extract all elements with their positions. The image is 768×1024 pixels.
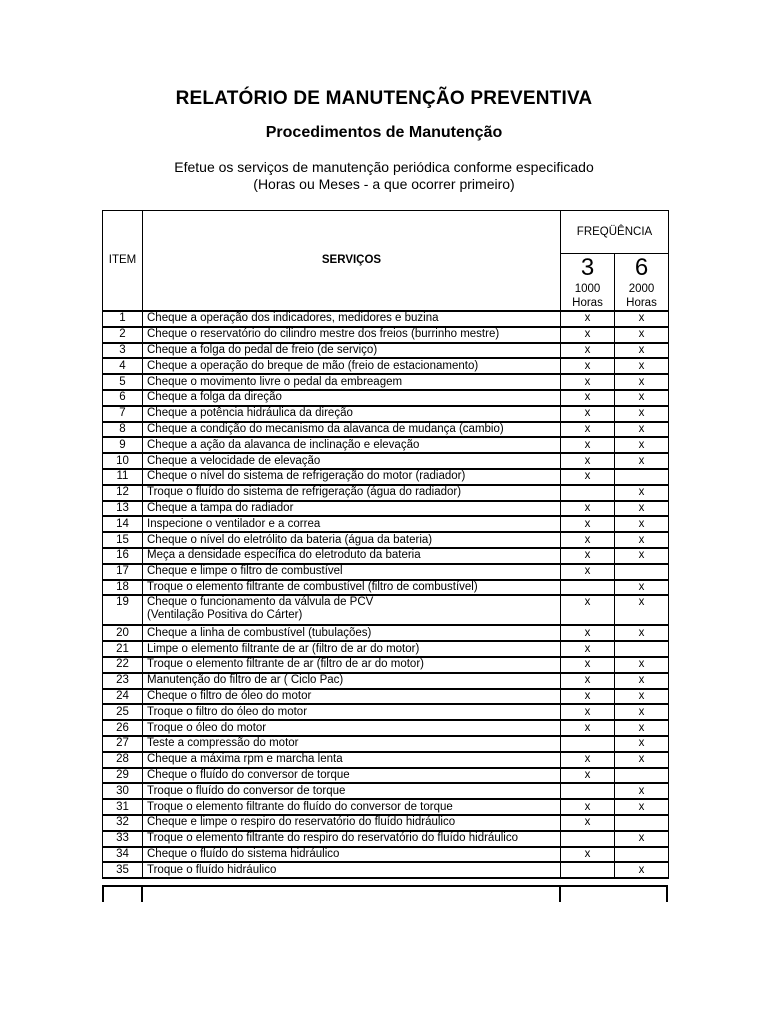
service-cell xyxy=(143,752,561,768)
period-2000h-hours: 2000 xyxy=(628,283,655,295)
table-row xyxy=(103,327,669,343)
service-text: Cheque a condição do mecanismo da alavanca de mudança (cambio) xyxy=(147,422,504,435)
check-2000h: x xyxy=(615,453,669,469)
service-text: Teste a compressão do motor xyxy=(147,737,299,750)
check-2000h: x xyxy=(615,327,669,343)
intro-line-2: (Horas ou Meses - a que ocorrer primeiro) xyxy=(253,176,515,192)
item-number: 15 xyxy=(103,532,143,548)
item-number: 29 xyxy=(103,768,143,784)
service-text: Cheque a máxima rpm e marcha lenta xyxy=(147,753,343,766)
item-number: 32 xyxy=(103,815,143,831)
check-2000h: x xyxy=(615,422,669,438)
table-row xyxy=(103,501,669,517)
table-row xyxy=(103,516,669,532)
service-cell xyxy=(143,485,561,501)
item-number: 11 xyxy=(103,469,143,485)
service-text: Cheque a linha de combustível (tubulações) xyxy=(147,626,372,639)
item-number: 28 xyxy=(103,752,143,768)
period-1000h xyxy=(561,254,615,312)
check-2000h: x xyxy=(615,720,669,736)
item-number: 33 xyxy=(103,831,143,847)
check-1000h: x xyxy=(561,516,615,532)
check-2000h: x xyxy=(615,752,669,768)
service-cell xyxy=(143,862,561,878)
service-text: Cheque e limpe o respiro do reservatório do fluído hidráulico xyxy=(147,816,456,829)
service-cell xyxy=(143,374,561,390)
table-row xyxy=(103,847,669,863)
table-row xyxy=(103,469,669,485)
item-number: 17 xyxy=(103,564,143,580)
period-2000h-unit: Horas xyxy=(626,297,657,309)
check-1000h xyxy=(561,580,615,596)
check-2000h: x xyxy=(615,406,669,422)
service-cell xyxy=(143,453,561,469)
service-text: Cheque o fluído do conversor de torque xyxy=(147,768,350,781)
table-row xyxy=(103,485,669,501)
maintenance-table-wrapper xyxy=(102,210,668,879)
service-text: Cheque a operação do breque de mão (freio de estacionamento) xyxy=(147,359,479,372)
check-2000h: x xyxy=(615,374,669,390)
service-text: Cheque a folga do pedal de freio (de serviço) xyxy=(147,343,378,356)
check-1000h: x xyxy=(561,532,615,548)
check-1000h xyxy=(561,736,615,752)
item-number: 14 xyxy=(103,516,143,532)
service-text: Troque o elemento filtrante de combustível (filtro de combustível) xyxy=(147,580,478,593)
table-row xyxy=(103,532,669,548)
report-subtitle: Procedimentos de Manutenção xyxy=(265,124,503,141)
service-cell xyxy=(143,657,561,673)
service-text: Cheque o reservatório do cilindro mestre dos freios (burrinho mestre) xyxy=(147,328,500,341)
check-1000h: x xyxy=(561,564,615,580)
table-row xyxy=(103,704,669,720)
check-1000h: x xyxy=(561,311,615,327)
check-1000h: x xyxy=(561,768,615,784)
service-cell xyxy=(143,736,561,752)
item-number: 34 xyxy=(103,847,143,863)
table-row xyxy=(103,689,669,705)
service-cell xyxy=(143,564,561,580)
item-number: 23 xyxy=(103,673,143,689)
check-2000h xyxy=(615,641,669,657)
item-number: 18 xyxy=(103,580,143,596)
service-cell xyxy=(143,815,561,831)
table-row xyxy=(103,815,669,831)
table-row xyxy=(103,768,669,784)
period-1000h-unit: Horas xyxy=(572,297,603,309)
check-1000h xyxy=(561,862,615,878)
service-text: Troque o elemento filtrante de ar (filtro de ar do motor) xyxy=(147,658,424,671)
table-row xyxy=(103,422,669,438)
service-text: Cheque e limpe o filtro de combustível xyxy=(147,565,343,578)
check-1000h: x xyxy=(561,453,615,469)
check-2000h: x xyxy=(615,704,669,720)
check-2000h: x xyxy=(615,657,669,673)
table-row xyxy=(103,752,669,768)
service-text: Troque o fluído do conversor de torque xyxy=(147,784,346,797)
table-row xyxy=(103,437,669,453)
item-number: 7 xyxy=(103,406,143,422)
period-2000h xyxy=(615,254,669,312)
service-cell xyxy=(143,469,561,485)
service-text: Cheque o nível do sistema de refrigeração do motor (radiador) xyxy=(147,470,466,483)
service-text: Cheque a potência hidráulica da direção xyxy=(147,407,353,420)
check-1000h: x xyxy=(561,437,615,453)
service-text: Cheque o funcionamento da válvula de PCV xyxy=(147,596,374,609)
check-2000h: x xyxy=(615,689,669,705)
item-number: 6 xyxy=(103,390,143,406)
column-header-frequency: FREQÜÊNCIA xyxy=(561,211,669,254)
period-2000h-number: 6 xyxy=(634,254,649,281)
check-1000h: x xyxy=(561,422,615,438)
table-row xyxy=(103,799,669,815)
table-row xyxy=(103,783,669,799)
check-1000h: x xyxy=(561,641,615,657)
item-number: 26 xyxy=(103,720,143,736)
check-1000h: x xyxy=(561,406,615,422)
item-number: 19 xyxy=(103,595,143,625)
table-row xyxy=(103,595,669,625)
service-cell xyxy=(143,437,561,453)
item-number: 25 xyxy=(103,704,143,720)
check-1000h: x xyxy=(561,548,615,564)
check-1000h xyxy=(561,831,615,847)
next-table-border-right xyxy=(666,885,668,902)
item-number: 22 xyxy=(103,657,143,673)
check-2000h: x xyxy=(615,595,669,625)
table-row xyxy=(103,657,669,673)
item-number: 12 xyxy=(103,485,143,501)
check-1000h: x xyxy=(561,327,615,343)
column-header-services: SERVIÇOS xyxy=(143,211,561,312)
check-1000h xyxy=(561,485,615,501)
service-cell xyxy=(143,595,561,625)
item-number: 10 xyxy=(103,453,143,469)
table-row xyxy=(103,358,669,374)
service-text: Troque o fluído do sistema de refrigeração (água do radiador) xyxy=(147,486,462,499)
table-row xyxy=(103,406,669,422)
check-2000h: x xyxy=(615,625,669,641)
check-2000h xyxy=(615,469,669,485)
service-text: Troque o filtro do óleo do motor xyxy=(147,705,308,718)
check-1000h: x xyxy=(561,847,615,863)
service-cell xyxy=(143,358,561,374)
check-1000h: x xyxy=(561,689,615,705)
service-cell xyxy=(143,625,561,641)
table-row xyxy=(103,390,669,406)
service-text: Cheque o nível do eletrólito da bateria (água da bateria) xyxy=(147,533,433,546)
service-cell xyxy=(143,704,561,720)
check-2000h xyxy=(615,815,669,831)
table-row xyxy=(103,564,669,580)
service-text: Cheque a velocidade de elevação xyxy=(147,454,321,467)
period-1000h-hours: 1000 xyxy=(574,283,601,295)
service-cell xyxy=(143,673,561,689)
table-row xyxy=(103,453,669,469)
item-number: 9 xyxy=(103,437,143,453)
item-number: 21 xyxy=(103,641,143,657)
report-title: RELATÓRIO DE MANUTENÇÃO PREVENTIVA xyxy=(175,88,593,109)
service-text: Inspecione o ventilador e a correa xyxy=(147,517,321,530)
check-2000h: x xyxy=(615,799,669,815)
check-2000h: x xyxy=(615,358,669,374)
check-2000h: x xyxy=(615,390,669,406)
header-row xyxy=(103,211,669,254)
check-2000h: x xyxy=(615,862,669,878)
check-2000h: x xyxy=(615,580,669,596)
service-cell xyxy=(143,548,561,564)
period-1000h-number: 3 xyxy=(580,254,595,281)
check-1000h: x xyxy=(561,752,615,768)
service-text: Cheque a operação dos indicadores, medidores e buzina xyxy=(147,312,439,325)
service-text: Troque o elemento filtrante do respiro do reservatório do fluído hidráulico xyxy=(147,832,518,845)
table-row xyxy=(103,831,669,847)
table-row xyxy=(103,625,669,641)
check-1000h: x xyxy=(561,595,615,625)
check-1000h: x xyxy=(561,469,615,485)
service-text: Cheque o fluído do sistema hidráulico xyxy=(147,847,340,860)
service-cell xyxy=(143,516,561,532)
check-1000h: x xyxy=(561,343,615,359)
service-cell xyxy=(143,831,561,847)
item-number: 16 xyxy=(103,548,143,564)
service-text: Cheque o filtro de óleo do motor xyxy=(147,689,312,702)
service-text: Troque o fluído hidráulico xyxy=(147,863,277,876)
service-text: Cheque a folga da direção xyxy=(147,391,282,404)
check-2000h: x xyxy=(615,532,669,548)
service-cell xyxy=(143,327,561,343)
table-row xyxy=(103,862,669,878)
item-number: 27 xyxy=(103,736,143,752)
service-text-line2: (Ventilação Positiva do Cárter) xyxy=(147,609,303,622)
service-cell xyxy=(143,720,561,736)
service-text: Cheque a tampa do radiador xyxy=(147,501,294,514)
check-1000h: x xyxy=(561,720,615,736)
item-number: 8 xyxy=(103,422,143,438)
table-row xyxy=(103,641,669,657)
table-row xyxy=(103,736,669,752)
item-number: 5 xyxy=(103,374,143,390)
check-1000h: x xyxy=(561,673,615,689)
check-2000h: x xyxy=(615,673,669,689)
check-2000h: x xyxy=(615,516,669,532)
check-2000h: x xyxy=(615,437,669,453)
next-table-border-item xyxy=(141,885,143,902)
check-2000h: x xyxy=(615,736,669,752)
service-text: Troque o óleo do motor xyxy=(147,721,267,734)
check-2000h xyxy=(615,768,669,784)
item-number: 3 xyxy=(103,343,143,359)
item-number: 13 xyxy=(103,501,143,517)
check-2000h: x xyxy=(615,343,669,359)
check-1000h: x xyxy=(561,657,615,673)
service-text: Manutenção do filtro de ar ( Ciclo Pac) xyxy=(147,674,344,687)
intro-text xyxy=(0,159,768,193)
table-row xyxy=(103,548,669,564)
table-row xyxy=(103,311,669,327)
service-cell xyxy=(143,847,561,863)
service-text: Meça a densidade específica do eletroduto da bateria xyxy=(147,549,421,562)
intro-line-1: Efetue os serviços de manutenção periódica conforme especificado xyxy=(174,159,594,175)
check-2000h: x xyxy=(615,485,669,501)
check-2000h: x xyxy=(615,311,669,327)
item-number: 31 xyxy=(103,799,143,815)
next-table-border-service xyxy=(559,885,561,902)
check-2000h: x xyxy=(615,501,669,517)
service-text: Cheque o movimento livre o pedal da embreagem xyxy=(147,375,403,388)
service-cell xyxy=(143,422,561,438)
check-1000h: x xyxy=(561,374,615,390)
check-2000h xyxy=(615,847,669,863)
item-number: 35 xyxy=(103,862,143,878)
check-2000h: x xyxy=(615,783,669,799)
service-cell xyxy=(143,580,561,596)
check-1000h: x xyxy=(561,704,615,720)
item-number: 1 xyxy=(103,311,143,327)
check-1000h: x xyxy=(561,358,615,374)
check-1000h: x xyxy=(561,799,615,815)
check-2000h xyxy=(615,564,669,580)
table-row xyxy=(103,374,669,390)
item-number: 2 xyxy=(103,327,143,343)
maintenance-table xyxy=(102,210,669,879)
service-cell xyxy=(143,390,561,406)
check-1000h: x xyxy=(561,815,615,831)
item-number: 24 xyxy=(103,689,143,705)
service-cell xyxy=(143,641,561,657)
service-cell xyxy=(143,343,561,359)
service-cell xyxy=(143,799,561,815)
table-row xyxy=(103,580,669,596)
service-cell xyxy=(143,406,561,422)
service-cell xyxy=(143,532,561,548)
service-text: Cheque a ação da alavanca de inclinação e elevação xyxy=(147,438,420,451)
item-number: 20 xyxy=(103,625,143,641)
check-1000h: x xyxy=(561,625,615,641)
service-cell xyxy=(143,783,561,799)
next-table-border-left xyxy=(102,885,104,902)
next-table-top-border xyxy=(102,885,668,887)
column-header-item: ITEM xyxy=(103,211,143,312)
service-text: Troque o elemento filtrante do fluído do conversor de torque xyxy=(147,800,453,813)
check-1000h: x xyxy=(561,390,615,406)
service-cell xyxy=(143,768,561,784)
check-1000h: x xyxy=(561,501,615,517)
next-table-edge xyxy=(102,885,668,902)
check-2000h: x xyxy=(615,548,669,564)
service-text: Limpe o elemento filtrante de ar (filtro de ar do motor) xyxy=(147,642,420,655)
check-1000h xyxy=(561,783,615,799)
service-cell xyxy=(143,311,561,327)
table-row xyxy=(103,673,669,689)
table-row xyxy=(103,343,669,359)
item-number: 4 xyxy=(103,358,143,374)
table-row xyxy=(103,720,669,736)
service-cell xyxy=(143,689,561,705)
item-number: 30 xyxy=(103,783,143,799)
service-cell xyxy=(143,501,561,517)
check-2000h: x xyxy=(615,831,669,847)
